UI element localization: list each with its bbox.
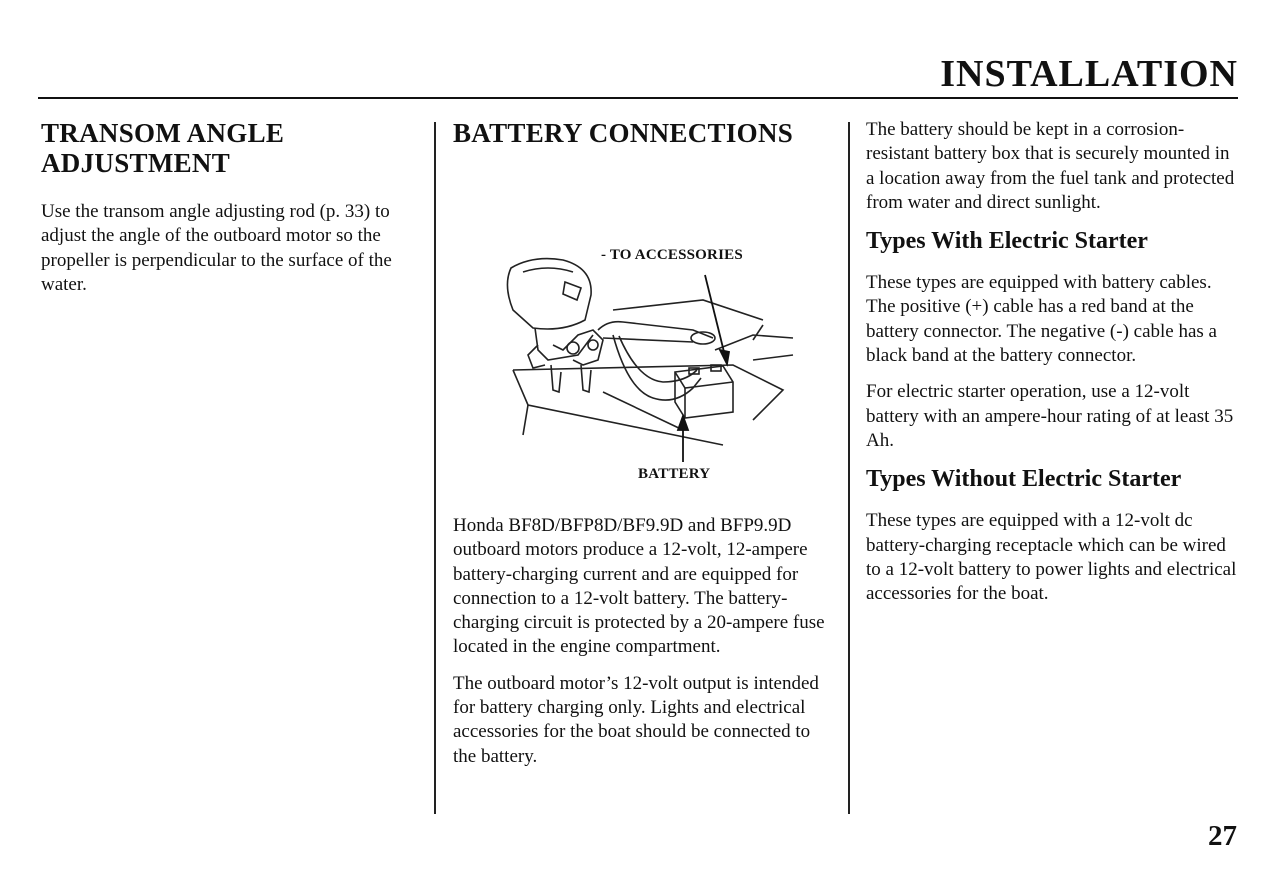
header-rule (38, 97, 1238, 99)
paragraph-battery-cables: These types are equipped with battery cables. The positive (+) cable has a red band at the battery connector. The negative (-) cable has a black band at the battery connector. (866, 272, 1217, 367)
sub-heading-without-starter: Types Without Electric Starter (866, 466, 1182, 493)
column-transom-angle (41, 118, 421, 309)
paragraph-starter-battery-rating: For electric starter operation, use a 12-volt battery with an ampere-hour rating of at least 35 Ah. (866, 381, 1234, 451)
section-heading-battery: BATTERY CONNECTIONS (453, 118, 794, 148)
section-heading-transom: TRANSOM ANGLE ADJUSTMENT (41, 118, 285, 178)
paragraph-transom: Use the transom angle adjusting rod (p. 33) to adjust the angle of the outboard motor so the propeller is perpendicular to the surface of the water. (41, 201, 392, 295)
paragraph-charging-current: Honda BF8D/BFP8D/BF9.9D and BFP9.9D outboard motors produce a 12-volt, 12-ampere battery-charging current and are equipped for connection to a 12-volt battery. The battery-charging circuit is protected by a 20-ampere fuse located in the engine compartment. (453, 515, 825, 658)
battery-connection-illustration (453, 160, 833, 490)
column-divider-2 (848, 122, 850, 814)
column-battery-types (866, 118, 1241, 618)
figure-label-to-accessories: - TO ACCESSORIES (601, 247, 743, 263)
paragraph-charging-receptacle: These types are equipped with a 12-volt dc battery-charging receptacle which can be wired to a 12-volt battery to power lights and electrical accessories for the boat. (866, 510, 1237, 605)
paragraph-output-usage: The outboard motor’s 12-volt output is intended for battery charging only. Lights and electrical accessories for the boat should be connected to the battery. (453, 672, 819, 767)
figure-label-battery: BATTERY (638, 466, 711, 482)
page-number: 27 (1208, 820, 1237, 852)
column-battery-connections (453, 118, 833, 781)
column-divider-1 (434, 122, 436, 814)
outboard-motor-drawing (453, 160, 833, 490)
paragraph-battery-box: The battery should be kept in a corrosion-resistant battery box that is securely mounted in a location away from the fuel tank and protected from water and direct sunlight. (866, 119, 1235, 213)
page-header-title: INSTALLATION (940, 53, 1238, 95)
sub-heading-with-starter: Types With Electric Starter (866, 228, 1148, 255)
